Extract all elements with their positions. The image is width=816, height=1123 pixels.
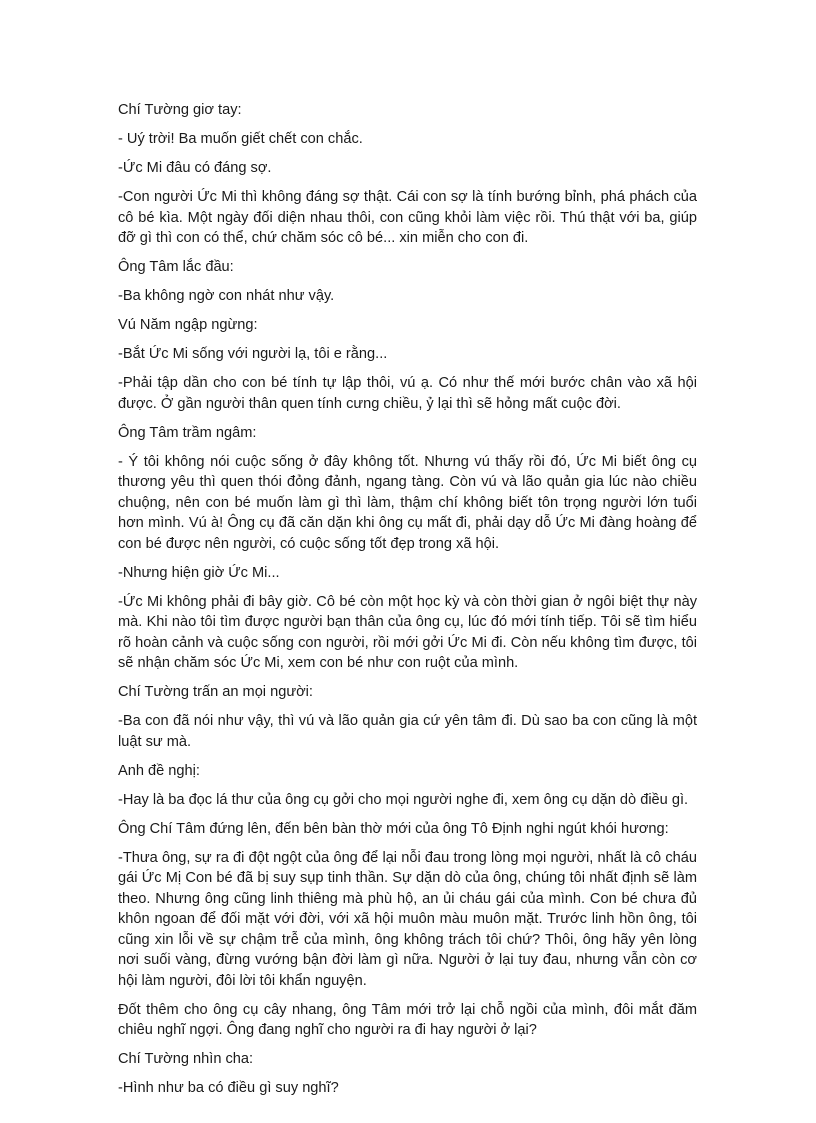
paragraph: -Ba con đã nói như vậy, thì vú và lão quản gia cứ yên tâm đi. Dù sao ba con cũng là một luật sư mà. bbox=[118, 713, 697, 750]
paragraph: - Uý trời! Ba muốn giết chết con chắc. bbox=[118, 131, 363, 147]
paragraph: -Bắt Ức Mi sống với người lạ, tôi e rằng... bbox=[118, 346, 388, 362]
paragraph: Ông Chí Tâm đứng lên, đến bên bàn thờ mới của ông Tô Định nghi ngút khói hương: bbox=[118, 820, 669, 837]
paragraph: -Thưa ông, sự ra đi đột ngột của ông để lại nỗi đau trong lòng mọi người, nhất là cô cháu gái Ức Mị Con bé đã bị suy sụp tinh thần. Sự dặn dò của ông, chúng tôi nhất định sẽ làm theo. Nhưng ông cũng linh thiêng mà phù hộ, an ủi cháu gái của mình. Con bé chưa đủ khôn ngoan để đối mặt với đời, với xã hội muôn màu muôn mặt. Trước linh hồn ông, tôi cũng xin lỗi về sự chậm trễ của mình, ông không trách tôi chứ? Thôi, ông hãy yên lòng nơi suối vàng, đừng vướng bận đời làm gì nữa. Người ở lại tuy đau, nhưng vẫn còn cơ hội làm người, đôi lời tôi khẩn nguyện. bbox=[118, 849, 697, 989]
paragraph: Chí Tường trấn an mọi người: bbox=[118, 684, 313, 700]
paragraph: -Hình như ba có điều gì suy nghĩ? bbox=[118, 1080, 339, 1096]
paragraph: -Phải tập dần cho con bé tính tự lập thôi, vú ạ. Có như thế mới bước chân vào xã hội được. Ở gần người thân quen tính cưng chiều, ỷ lại thì sẽ hỏng mất cuộc đời. bbox=[118, 375, 697, 412]
paragraph: Chí Tường nhìn cha: bbox=[118, 1051, 254, 1067]
paragraph: Ông Tâm trầm ngâm: bbox=[118, 424, 257, 441]
paragraph: -Con người Ức Mi thì không đáng sợ thật. Cái con sợ là tính bướng bỉnh, phá phách của cô bé kìa. Một ngày đối diện nhau thôi, con cũng khỏi làm việc rồi. Thú thật với ba, giúp đỡ gì thì con có thể, chứ chăm sóc cô bé... xin miễn cho con đi. bbox=[118, 189, 697, 246]
paragraph: -Ức Mi không phải đi bây giờ. Cô bé còn một học kỳ và còn thời gian ở ngôi biệt thự này mà. Khi nào tôi tìm được người bạn thân của ông cụ, lúc đó mới tính tiếp. Tôi sẽ tìm hiểu rõ hoàn cảnh và cuộc sống con người, rồi mới gởi Ức Mi đi. Còn nếu không tìm được, tôi sẽ nhận chăm sóc Ức Mi, xem con bé như con ruột của mình. bbox=[118, 593, 697, 671]
paragraph: - Ý tôi không nói cuộc sống ở đây không tốt. Nhưng vú thấy rồi đó, Ức Mi biết ông cụ thương yêu thì quen thói đỏng đảnh, ngang tàng. Còn vú và lão quản gia lúc nào chiều chuộng, nên con bé muốn làm gì thì làm, thậm chí không biết tôn trọng người lớn tuổi hơn mình. Vú à! Ông cụ đã căn dặn khi ông cụ mất đi, phải dạy dỗ Ức Mi đàng hoàng để con bé được nên người, có cuộc sống tốt đẹp trong xã hội. bbox=[118, 453, 697, 552]
paragraph: -Nhưng hiện giờ Ức Mi... bbox=[118, 564, 280, 581]
paragraph: Chí Tường giơ tay: bbox=[118, 102, 242, 118]
paragraph: -Hay là ba đọc lá thư của ông cụ gởi cho mọi người nghe đi, xem ông cụ dặn dò điều gì. bbox=[118, 791, 689, 808]
paragraph: -Ức Mi đâu có đáng sợ. bbox=[118, 160, 272, 176]
paragraph: Anh đề nghị: bbox=[118, 762, 200, 779]
paragraph: Ông Tâm lắc đầu: bbox=[118, 259, 234, 275]
paragraph: -Ba không ngờ con nhát như vậy. bbox=[118, 288, 335, 304]
paragraph: Vú Năm ngập ngừng: bbox=[118, 317, 258, 333]
paragraph: Đốt thêm cho ông cụ cây nhang, ông Tâm mới trở lại chỗ ngồi của mình, đôi mắt đăm chiêu nghĩ ngợi. Ông đang nghĩ cho người ra đi hay người ở lại? bbox=[118, 1001, 697, 1038]
document-body bbox=[118, 100, 697, 1107]
